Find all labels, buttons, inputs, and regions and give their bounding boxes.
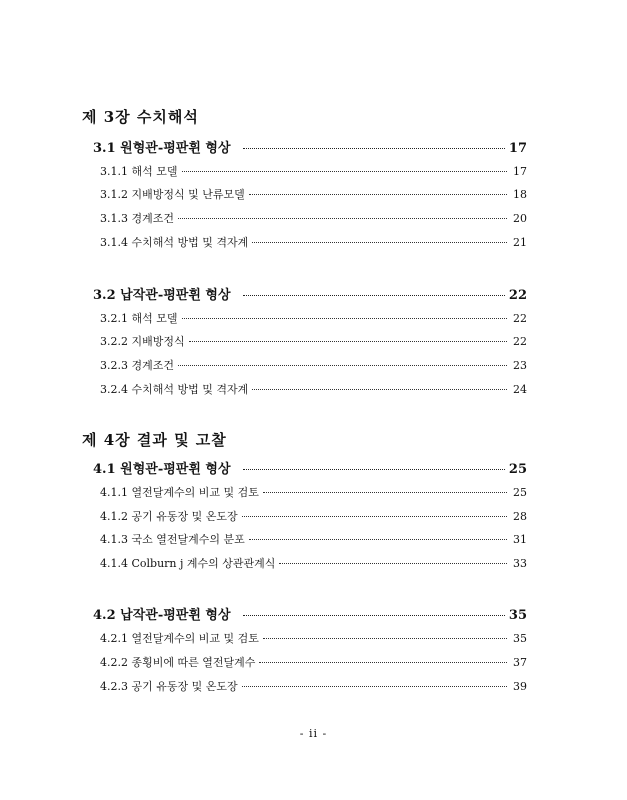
toc-subsection-title: 4.2.3 공기 유동장 및 온도장 [100,680,238,693]
dot-leader [263,492,507,493]
toc-page-number: 28 [513,510,527,523]
toc-subsection-title: 4.1.4 Colburn j 계수의 상관관계식 [100,557,276,570]
toc-subsection-entry[interactable] [100,186,527,202]
toc-subsection-entry[interactable] [100,531,527,547]
dot-leader [252,242,507,243]
toc-subsection-title: 3.2.1 해석 모델 [100,312,178,325]
toc-section-entry[interactable] [93,604,527,623]
toc-subsection-entry[interactable] [100,210,527,226]
toc-subsection-entry[interactable] [100,163,527,179]
toc-subsection-title: 3.2.2 지배방정식 [100,335,185,348]
toc-section-entry[interactable] [93,137,527,156]
dot-leader [243,148,505,149]
dot-leader [178,365,507,366]
toc-page-number: 35 [508,608,527,623]
toc-page-number: 21 [513,236,527,249]
toc-subsection-title: 4.1.2 공기 유동장 및 온도장 [100,510,238,523]
dot-leader [189,341,507,342]
toc-page-number: 25 [508,462,527,477]
dot-leader [242,516,507,517]
toc-page-number: 33 [513,557,527,570]
dot-leader [259,662,507,663]
chapter-heading: 제 4장 결과 및 고찰 [82,431,227,449]
toc-page-number: 17 [513,165,527,178]
dot-leader [243,469,505,470]
toc-subsection-entry[interactable] [100,310,527,326]
dot-leader [178,218,507,219]
toc-subsection-entry[interactable] [100,333,527,349]
toc-page-number: 17 [508,141,527,156]
toc-subsection-title: 3.1.3 경계조건 [100,212,174,225]
toc-section-entry[interactable] [93,458,527,477]
dot-leader [243,295,505,296]
toc-subsection-title: 3.2.3 경계조건 [100,359,174,372]
toc-page-number: 37 [513,656,527,669]
toc-subsection-title: 4.1.1 열전달계수의 비교 및 검토 [100,486,259,499]
toc-page-number: 20 [513,212,527,225]
toc-subsection-entry[interactable] [100,654,527,670]
toc-subsection-title: 3.1.2 지배방정식 및 난류모델 [100,188,245,201]
dot-leader [252,389,507,390]
toc-section-title: 3.1 원형관-평판휜 형상 [93,141,231,156]
toc-page-number: 22 [513,335,527,348]
dot-leader [243,615,505,616]
toc-section-title: 4.1 원형관-평판휜 형상 [93,462,231,477]
toc-subsection-title: 3.1.4 수치해석 방법 및 격자계 [100,236,249,249]
chapter-heading: 제 3장 수치해석 [82,108,199,126]
toc-page-number: 23 [513,359,527,372]
dot-leader [249,539,507,540]
toc-subsection-title: 4.1.3 국소 열전달계수의 분포 [100,533,245,546]
toc-section-title: 4.2 납작관-평판휜 형상 [93,608,231,623]
dot-leader [249,194,507,195]
page-footer-number: - ii - [299,727,328,740]
dot-leader [182,171,508,172]
toc-section-entry[interactable] [93,284,527,303]
dot-leader [182,318,508,319]
toc-section-title: 3.2 납작관-평판휜 형상 [93,288,231,303]
toc-page-number: 35 [513,632,527,645]
toc-subsection-entry[interactable] [100,484,527,500]
toc-subsection-entry[interactable] [100,234,527,250]
toc-subsection-entry[interactable] [100,630,527,646]
toc-subsection-entry[interactable] [100,678,527,694]
toc-page-number: 39 [513,680,527,693]
toc-page-number: 24 [513,383,527,396]
toc-page-number: 25 [513,486,527,499]
toc-subsection-entry[interactable] [100,357,527,373]
toc-subsection-title: 4.2.2 종횡비에 따른 열전달계수 [100,656,256,669]
toc-page-number: 22 [513,312,527,325]
toc-page-number: 31 [513,533,527,546]
toc-subsection-title: 3.1.1 해석 모델 [100,165,178,178]
dot-leader [279,563,507,564]
toc-subsection-title: 4.2.1 열전달계수의 비교 및 검토 [100,632,259,645]
toc-subsection-entry[interactable] [100,381,527,397]
toc-subsection-title: 3.2.4 수치해석 방법 및 격자계 [100,383,249,396]
dot-leader [242,686,507,687]
dot-leader [263,638,507,639]
toc-page-number: 18 [513,188,527,201]
toc-subsection-entry[interactable] [100,555,527,571]
toc-page-number: 22 [508,288,527,303]
toc-subsection-entry[interactable] [100,508,527,524]
